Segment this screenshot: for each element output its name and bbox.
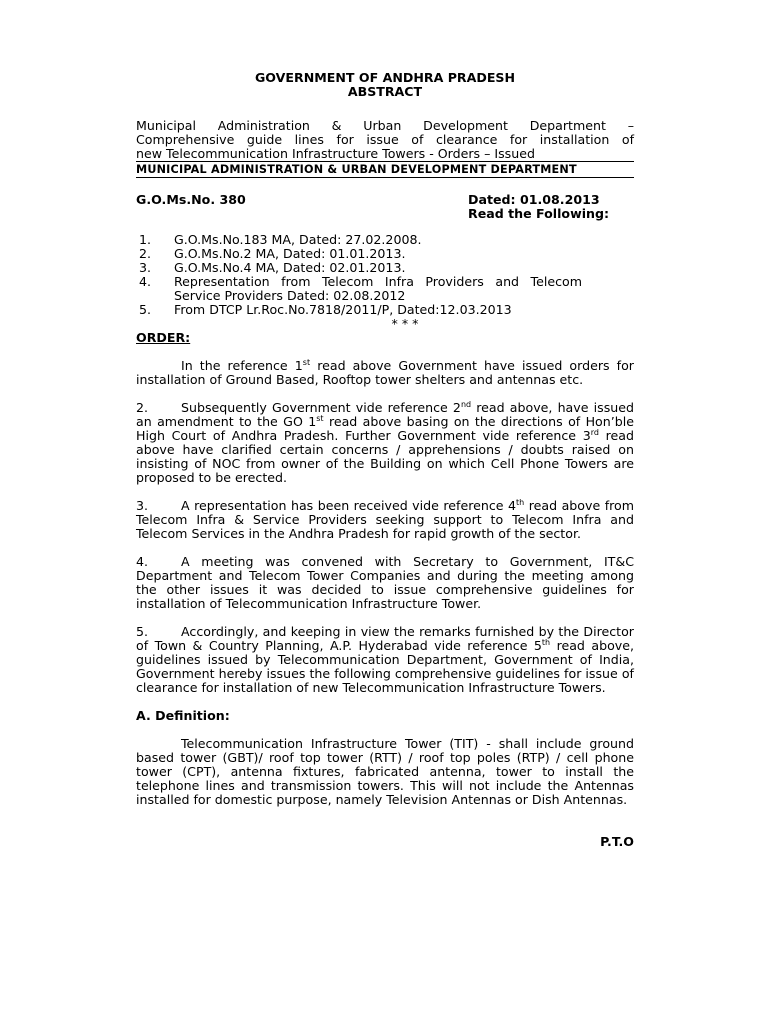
- department-line: MUNICIPAL ADMINISTRATION & URBAN DEVELOPMENT DEPARTMENT: [136, 162, 634, 178]
- paragraph-4: [136, 555, 634, 611]
- reference-number: 4.: [139, 274, 152, 289]
- list-item: [136, 247, 634, 261]
- superscript: st: [302, 358, 311, 367]
- government-title: GOVERNMENT OF ANDHRA PRADESH: [254, 70, 516, 85]
- go-date: Dated: 01.08.2013: [468, 192, 600, 207]
- list-item: [136, 275, 634, 303]
- paragraph-number: 2.: [136, 400, 149, 415]
- reference-text: G.O.Ms.No.4 MA, Dated: 02.01.2013.: [174, 260, 406, 275]
- reference-number: 2.: [139, 246, 152, 261]
- subject-line: new Telecommunication Infrastructure Towers - Orders – Issued: [136, 147, 634, 162]
- superscript: st: [316, 414, 324, 423]
- reference-number: 1.: [139, 232, 152, 247]
- document-page: [136, 66, 634, 849]
- reference-text: From DTCP Lr.Roc.No.7818/2011/P, Dated:12.03.2013: [174, 302, 512, 317]
- reference-text: G.O.Ms.No.2 MA, Dated: 01.01.2013.: [174, 246, 406, 261]
- text-run: read above, have issued an amendment to the GO 1: [136, 400, 634, 429]
- text-run: A meeting was convened with Secretary to Government, IT&C Department and Telecom Tower Companies and during the meeting among the other issues it was decided to issue comprehensive guidelines for installation of Telecommunication Infrastructure Tower.: [136, 554, 634, 611]
- text-run: read above basing on the directions of Hon’ble High Court of Andhra Pradesh. Further Government vide reference 3: [136, 414, 634, 443]
- order-heading: ORDER:: [136, 330, 191, 345]
- paragraph-5: [136, 625, 634, 695]
- subject-line: Municipal Administration & Urban Development Department –: [136, 118, 634, 133]
- reference-number: 5.: [139, 302, 152, 317]
- reference-list: [136, 233, 634, 317]
- text-run: Accordingly, and keeping in view the remarks furnished by the Director of Town & Country Planning, A.P. Hyderabad vide reference 5: [136, 624, 634, 653]
- reference-number: 3.: [139, 260, 152, 275]
- superscript: nd: [460, 400, 472, 409]
- text-run: In the reference 1: [181, 358, 303, 373]
- reference-text: Representation from Telecom Infra Providers and Telecom Service Providers Dated: 02.08.2012: [174, 274, 582, 303]
- list-item: [136, 303, 634, 317]
- superscript: th: [516, 498, 525, 507]
- text-run: A representation has been received vide reference 4: [181, 498, 517, 513]
- paragraph-1: [136, 359, 634, 387]
- separator-stars: * * *: [391, 316, 419, 331]
- paragraph-number: 5.: [136, 624, 149, 639]
- subject-line: Comprehensive guide lines for issue of clearance for installation of: [136, 132, 634, 147]
- definition-paragraph: Telecommunication Infrastructure Tower (TIT) - shall include ground based tower (GBT)/ roof top tower (RTT) / roof top poles (RTP) / cell phone tower (CPT), antenna fixtures, fabricated antenna, tower to install the telephone lines and transmission towers. This will not include the Antennas installed for domestic purpose, namely Television Antennas or Dish Antennas.: [136, 736, 634, 807]
- abstract-title: ABSTRACT: [347, 84, 423, 99]
- text-run: read above Government have issued orders for installation of Ground Based, Rooftop tower shelters and antennas etc.: [136, 358, 634, 387]
- list-item: [136, 261, 634, 275]
- superscript: rd: [590, 428, 599, 437]
- pto-label: P.T.O: [600, 834, 634, 849]
- go-row: [136, 193, 634, 207]
- paragraph-2: [136, 401, 634, 485]
- definition-heading: A. Definition:: [136, 708, 230, 723]
- reference-text: G.O.Ms.No.183 MA, Dated: 27.02.2008.: [174, 232, 422, 247]
- subject-block: [136, 119, 634, 162]
- list-item: [136, 233, 634, 247]
- paragraph-number: 4.: [136, 554, 149, 569]
- paragraph-3: [136, 499, 634, 541]
- text-run: Subsequently Government vide reference 2: [181, 400, 461, 415]
- text-run: read above, guidelines issued by Telecommunication Department, Government of India, Government hereby issues the following comprehensive guidelines for issue of clearance for installation of new Telecommunication Infrastructure Towers.: [136, 638, 634, 695]
- text-run: read above have clarified certain concerns / apprehensions / doubts raised on insisting of NOC from owner of the Building on which Cell Phone Towers are proposed to be erected.: [136, 428, 634, 485]
- superscript: th: [541, 638, 551, 647]
- read-following: Read the Following:: [468, 206, 610, 221]
- go-number: G.O.Ms.No. 380: [136, 192, 246, 207]
- paragraph-number: 3.: [136, 498, 149, 513]
- text-run: read above from Telecom Infra & Service Providers seeking support to Telecom Infra and Telecom Services in the Andhra Pradesh for rapid growth of the sector.: [136, 498, 634, 541]
